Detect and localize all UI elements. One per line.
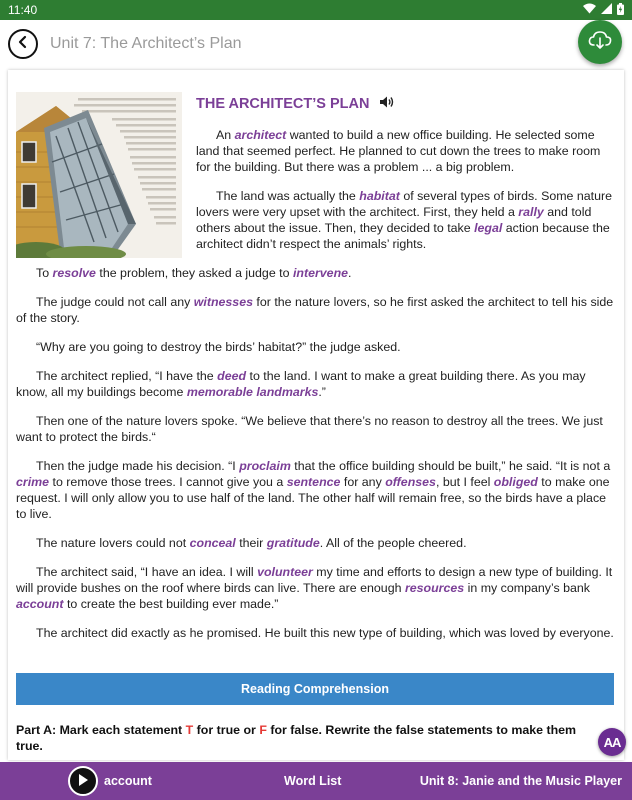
cloud-download-icon [588, 30, 612, 55]
vocab-word[interactable]: sentence [286, 475, 341, 489]
story-text: To [36, 266, 53, 280]
story-text: to remove those trees. I cannot give you a [49, 475, 287, 489]
story-text: their [235, 536, 267, 550]
story-text: The architect replied, “I have the [36, 369, 218, 383]
vocab-word[interactable]: offenses [385, 475, 436, 489]
story-text: action because the architect didn’t respect the animals’ rights. [196, 221, 610, 251]
reading-comprehension-button[interactable]: Reading Comprehension [16, 673, 614, 705]
page-title: Unit 7: The Architect’s Plan [50, 35, 242, 52]
vocab-word[interactable]: intervene [292, 266, 349, 280]
story-text: the problem, they asked a judge to [95, 266, 293, 280]
part-a-instructions: Part A: Mark each statement T for true or F for false. Rewrite the false statements to make them true. [16, 723, 577, 753]
story-text: “Why are you going to destroy the birds’ habitat?” the judge asked. [36, 340, 401, 354]
vocab-word[interactable]: gratitude [266, 536, 320, 550]
story-text: my time and efforts to design a new type of building. It will provide bushes on the roof where birds can live. There are enough [16, 565, 613, 595]
story-text: , but I feel [435, 475, 494, 489]
story-content [16, 92, 616, 654]
account-label[interactable]: account [104, 774, 152, 788]
story-text: to make one request. I will only allow you to use half of the land. The other half will remain free, so the birds have a place to live. [16, 475, 610, 521]
story-text: for any [340, 475, 386, 489]
account-nav[interactable] [68, 766, 218, 796]
download-button[interactable] [578, 20, 622, 64]
story-text: The land was actually the [216, 189, 360, 203]
story-paragraph [16, 265, 616, 281]
story-text: Then the judge made his decision. “I [36, 459, 240, 473]
story-paragraph [16, 368, 616, 400]
back-button[interactable] [8, 29, 38, 59]
vocab-word[interactable]: obliged [493, 475, 538, 489]
vocab-word[interactable]: resources [404, 581, 465, 595]
story-text: The architect said, “I have an idea. I will [36, 565, 258, 579]
vocab-word[interactable]: resolve [52, 266, 96, 280]
play-button[interactable] [68, 766, 98, 796]
story-text: .” [318, 385, 326, 399]
story-paragraph [16, 294, 616, 326]
story-text: that the office building should be built,” he said. “It is not a [290, 459, 611, 473]
story-card [8, 70, 624, 760]
speaker-icon[interactable] [379, 95, 395, 113]
vocab-word[interactable]: volunteer [257, 565, 313, 579]
vocab-word[interactable]: legal [474, 221, 503, 235]
vocab-word[interactable]: conceal [189, 536, 236, 550]
font-size-button[interactable]: AA [598, 728, 626, 756]
vocab-word[interactable]: rally [518, 205, 544, 219]
status-bar [0, 0, 632, 20]
battery-icon [617, 3, 624, 18]
story-text: The judge could not call any [36, 295, 194, 309]
story-text: to the land. I want to make a great building there. As you may know, all my buildings become [16, 369, 586, 399]
story-text: of several types of birds. Some nature lovers were very upset with the architect. First, they held a [196, 189, 613, 219]
vocab-word[interactable]: crime [16, 475, 50, 489]
story-paragraph [16, 535, 616, 551]
story-text: An [216, 128, 235, 142]
vocab-word[interactable]: deed [217, 369, 247, 383]
vocab-word[interactable]: witnesses [193, 295, 253, 309]
word-list-button[interactable]: Word List [284, 774, 342, 788]
story-paragraph [16, 564, 616, 612]
story-paragraph [16, 339, 616, 355]
story-paragraph [16, 413, 616, 445]
story-text: The architect did exactly as he promised. He built this new type of building, which was loved by everyone. [36, 626, 614, 640]
story-text: for the nature lovers, so he first asked the architect to tell his side of the story. [16, 295, 614, 325]
story-text: . All of the people cheered. [319, 536, 467, 550]
story-text: and told others about the issue. Then, they decided to take [196, 205, 592, 235]
story-title: THE ARCHITECT’S PLAN [196, 95, 616, 113]
vocab-word[interactable]: habitat [359, 189, 400, 203]
story-text: to create the best building ever made.” [63, 597, 279, 611]
story-paragraph [16, 625, 616, 641]
signal-icon [601, 3, 612, 17]
next-unit-button[interactable]: Unit 8: Janie and the Music Player [419, 774, 622, 788]
status-time: 11:40 [8, 3, 38, 17]
vocab-word[interactable]: architect [234, 128, 287, 142]
story-text: The nature lovers could not [36, 536, 190, 550]
play-icon [77, 773, 89, 790]
story-text: wanted to build a new office building. He selected some land that seemed perfect. He planned to cut down the trees to make room for the building. But there was a problem ... a big problem. [196, 128, 601, 174]
wifi-icon [583, 3, 596, 17]
story-paragraph [16, 458, 616, 522]
app-bar [0, 20, 632, 68]
vocab-word[interactable]: memorable landmarks [186, 385, 319, 399]
story-text: in my company’s bank [464, 581, 590, 595]
story-text: . [348, 266, 352, 280]
story-text: Then one of the nature lovers spoke. “We believe that there’s no reason to destroy all the trees. We just want to protect the birds.“ [16, 414, 603, 444]
back-arrow-icon [16, 35, 30, 54]
vocab-word[interactable]: proclaim [239, 459, 291, 473]
bottom-nav [0, 762, 632, 800]
story-illustration [16, 92, 182, 258]
vocab-word[interactable]: account [16, 597, 64, 611]
